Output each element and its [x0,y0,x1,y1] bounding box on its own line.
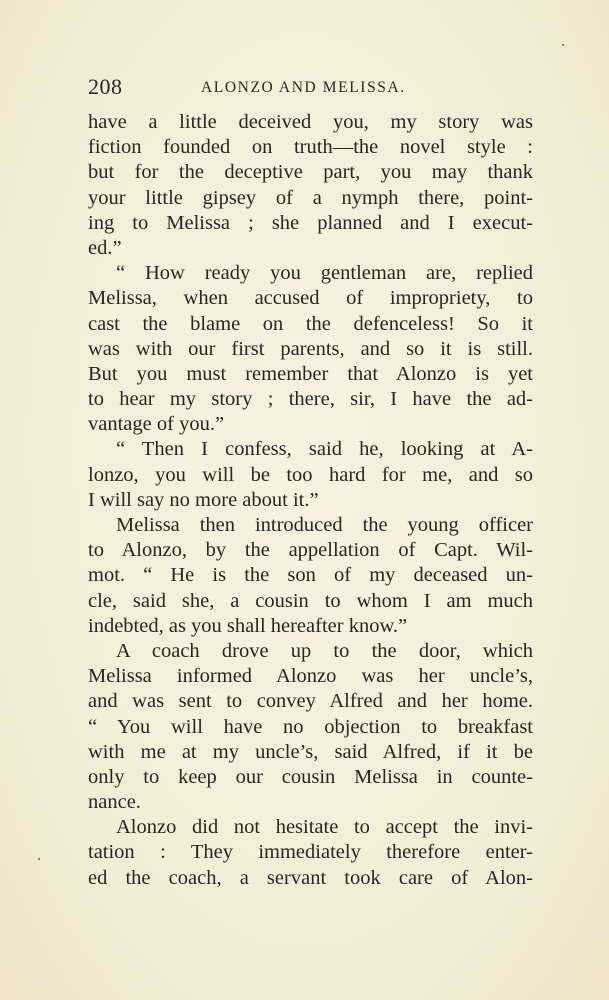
text-line: vantage of you.” [88,413,225,436]
text-line: indebted, as you shall hereafter know.” [88,614,408,637]
text-line: to Alonzo, by the appellation of Capt. Wil- [88,539,533,562]
text-line: But you must remember that Alonzo is yet [88,362,533,385]
text-line: “ You will have no objection to breakfast [88,715,533,738]
text-line: ing to Melissa ; she planned and I execut- [88,211,533,234]
page-number: 208 [88,74,123,99]
text-line: cle, said she, a cousin to whom I am much [88,589,533,612]
text-line: and was sent to convey Alfred and her home. [88,690,533,713]
page-header [88,72,533,102]
text-line: tation : They immediately therefore enter- [88,841,533,864]
text-line: to hear my story ; there, sir, I have the ad- [88,388,533,411]
text-line: but for the deceptive part, you may thank [88,161,533,184]
text-line: A coach drove up to the door, which [116,639,533,662]
text-line: only to keep our cousin Melissa in counte- [88,765,533,788]
text-line: Melissa informed Alonzo was her uncle’s, [88,665,533,688]
text-line: Melissa, when accused of impropriety, to [88,287,533,310]
text-line: “ How ready you gentleman are, replied [116,262,533,285]
running-title: ALONZO AND MELISSA. [201,79,406,96]
text-line: your little gipsey of a nymph there, point- [88,186,533,209]
text-line: nance. [88,791,141,814]
text-line: have a little deceived you, my story was [88,111,533,133]
text-line: cast the blame on the defenceless! So it [88,312,533,335]
text-line: was with our first parents, and so it is still. [88,337,533,360]
text-line: mot. “ He is the son of my deceased un- [88,564,533,587]
text-line: I will say no more about it.” [88,488,319,511]
body-text [88,110,533,891]
margin-speck [562,44,564,46]
text-line: with me at my uncle’s, said Alfred, if it be [88,740,533,763]
text-line: lonzo, you will be too hard for me, and so [88,463,533,486]
text-line: fiction founded on truth—the novel style : [88,136,533,159]
margin-speck [38,858,40,860]
text-line: Melissa then introduced the young officer [116,514,533,536]
text-line: “ Then I confess, said he, looking at A- [116,438,533,461]
text-line: ed.” [88,236,122,259]
text-line: ed the coach, a servant took care of Alon- [88,866,533,889]
text-line: Alonzo did not hesitate to accept the invi- [116,816,533,839]
